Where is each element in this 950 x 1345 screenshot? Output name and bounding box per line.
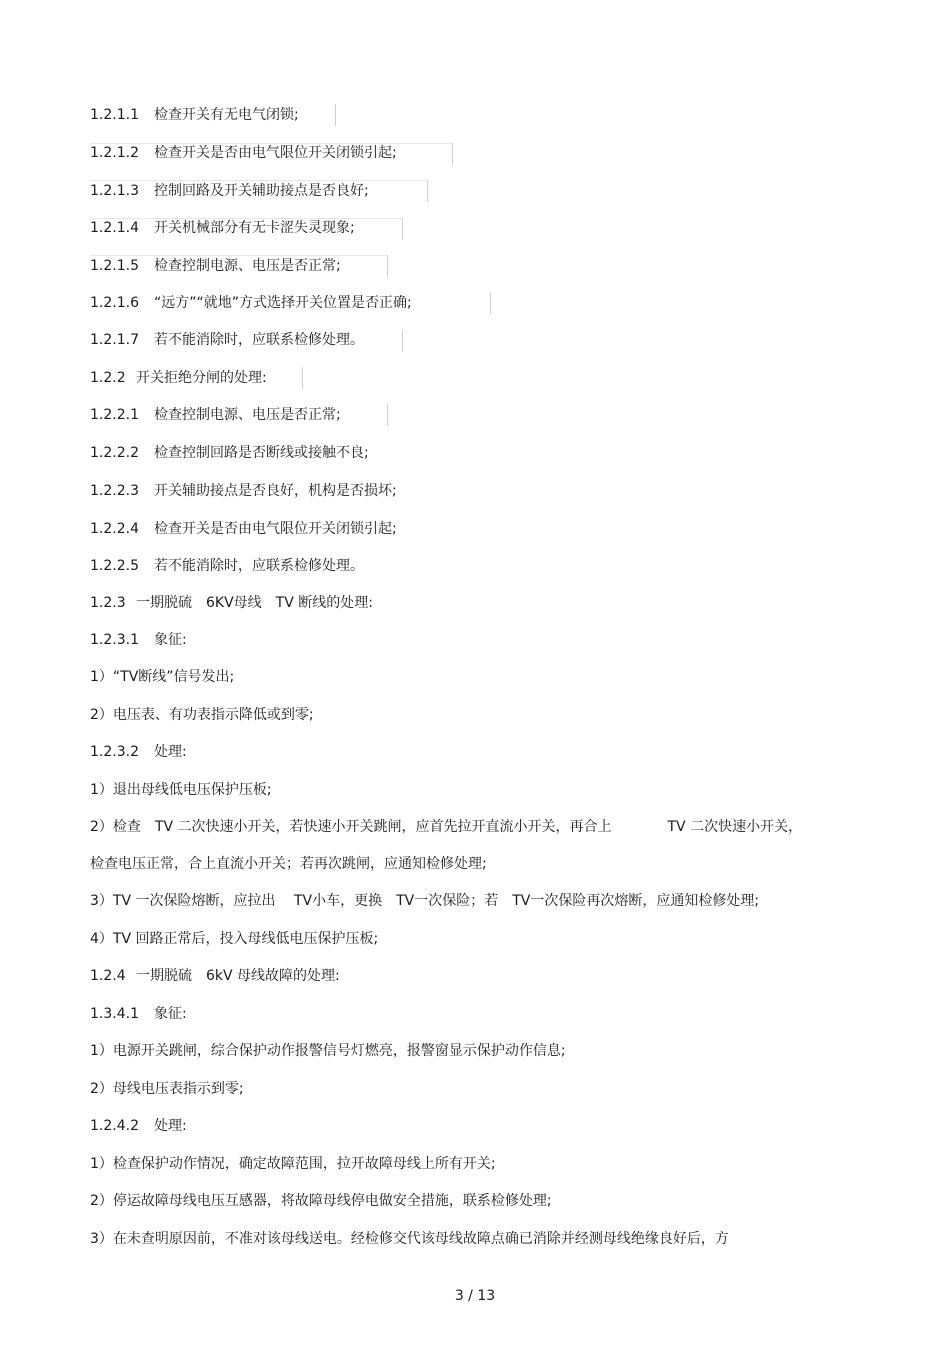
line-text: 开关辅助接点是否良好，机构是否损坏; xyxy=(154,483,397,499)
line-text: 2）母线电压表指示到零; xyxy=(90,1081,244,1097)
line-text: 4）TV 回路正常后，投入母线低电压保护压板; xyxy=(90,931,379,947)
line-text: 象征: xyxy=(154,632,187,648)
section-number: 1.2.2.1 xyxy=(90,407,139,423)
table-rule xyxy=(402,330,403,352)
text-line xyxy=(90,368,267,388)
section-number: 1.3.4.1 xyxy=(90,1006,139,1022)
table-rule xyxy=(335,104,336,126)
line-text: 一期脱硫 6KV母线 TV 断线的处理: xyxy=(136,595,373,611)
text-line xyxy=(90,1004,187,1024)
section-number: 1.2.3.2 xyxy=(90,744,139,760)
section-number: 1.2.1.4 xyxy=(90,220,139,236)
line-text: 检查开关是否由电气限位开关闭锁引起; xyxy=(154,521,397,537)
line-text: 1）退出母线低电压保护压板; xyxy=(90,782,272,798)
line-text: 处理: xyxy=(154,744,187,760)
section-number: 1.2.2 xyxy=(90,370,126,386)
text-line xyxy=(90,256,341,276)
section-number: 1.2.4.2 xyxy=(90,1118,139,1134)
line-text: 2）检查 TV 二次快速小开关，若快速小开关跳闸，应首先拉开直流小开关，再合上 TV 二次快速小开关， xyxy=(90,819,803,835)
line-text: 检查控制电源、电压是否正常; xyxy=(154,258,341,274)
section-number: 1.2.3 xyxy=(90,595,126,611)
table-rule xyxy=(452,143,453,165)
section-number: 1.2.1.1 xyxy=(90,107,139,123)
section-number: 1.2.2.4 xyxy=(90,521,139,537)
table-rule xyxy=(302,367,303,389)
text-line xyxy=(90,966,340,986)
line-text: 2）停运故障母线电压互感器，将故障母线停电做安全措施，联系检修处理; xyxy=(90,1193,552,1209)
text-line xyxy=(90,1191,552,1211)
line-text: 控制回路及开关辅助接点是否良好; xyxy=(154,183,369,199)
section-number: 1.2.2.3 xyxy=(90,483,139,499)
section-number: 1.2.1.2 xyxy=(90,145,139,161)
text-line xyxy=(90,330,364,350)
text-line xyxy=(90,105,299,125)
table-rule xyxy=(387,255,388,277)
text-line xyxy=(90,556,364,576)
table-rule xyxy=(387,404,388,426)
text-line xyxy=(90,630,187,650)
text-line xyxy=(90,929,378,949)
line-text: 1）“TV断线”信号发出; xyxy=(90,669,235,685)
text-line xyxy=(90,181,369,201)
line-text: 一期脱硫 6kV 母线故障的处理: xyxy=(136,968,340,984)
line-text: 开关机械部分有无卡涩失灵现象; xyxy=(154,220,355,236)
text-line xyxy=(90,1154,496,1174)
line-text: 1）检查保护动作情况，确定故障范围，拉开故障母线上所有开关; xyxy=(90,1156,496,1172)
line-text: 处理: xyxy=(154,1118,187,1134)
section-number: 1.2.1.7 xyxy=(90,332,139,348)
line-text: 3）在未查明原因前，不准对该母线送电。经检修交代该母线故障点确已消除并经测母线绝缘良好后，方 xyxy=(90,1231,729,1247)
text-line xyxy=(90,443,369,463)
text-line xyxy=(90,519,397,539)
line-text: 检查电压正常，合上直流小开关；若再次跳闸，应通知检修处理; xyxy=(90,856,487,872)
text-line xyxy=(90,667,234,687)
section-number: 1.2.2.2 xyxy=(90,445,139,461)
text-line xyxy=(90,593,373,613)
line-text: 检查控制回路是否断线或接触不良; xyxy=(154,445,369,461)
page-number: 3 / 13 xyxy=(454,1288,496,1304)
line-text: 检查开关有无电气闭锁; xyxy=(154,107,299,123)
line-text: “远方”“就地”方式选择开关位置是否正确; xyxy=(154,295,412,311)
text-line xyxy=(90,293,412,313)
text-line xyxy=(90,705,314,725)
section-number: 1.2.1.6 xyxy=(90,295,139,311)
text-line xyxy=(90,1229,729,1249)
section-number: 1.2.2.5 xyxy=(90,558,139,574)
text-line xyxy=(90,1041,566,1061)
line-text: 检查控制电源、电压是否正常; xyxy=(154,407,341,423)
line-text: 1）电源开关跳闸，综合保护动作报警信号灯燃亮，报警窗显示保护动作信息; xyxy=(90,1043,566,1059)
text-line xyxy=(90,218,355,238)
text-line xyxy=(90,405,341,425)
text-line xyxy=(90,1116,187,1136)
text-line xyxy=(90,817,802,837)
text-line xyxy=(90,854,487,874)
text-line xyxy=(90,143,397,163)
line-text: 若不能消除时，应联系检修处理。 xyxy=(154,558,364,574)
text-line xyxy=(90,1079,244,1099)
line-text: 检查开关是否由电气限位开关闭锁引起; xyxy=(154,145,397,161)
line-text: 2）电压表、有功表指示降低或到零; xyxy=(90,707,314,723)
section-number: 1.2.4 xyxy=(90,968,126,984)
section-number: 1.2.1.3 xyxy=(90,183,139,199)
section-number: 1.2.3.1 xyxy=(90,632,139,648)
line-text: 若不能消除时，应联系检修处理。 xyxy=(154,332,364,348)
line-text: 开关拒绝分闸的处理: xyxy=(136,370,267,386)
section-number: 1.2.1.5 xyxy=(90,258,139,274)
table-rule xyxy=(427,180,428,202)
text-line xyxy=(90,481,397,501)
text-line xyxy=(90,780,272,800)
text-line xyxy=(90,742,187,762)
table-rule xyxy=(490,292,491,314)
line-text: 象征: xyxy=(154,1006,187,1022)
text-line xyxy=(90,891,759,911)
line-text: 3）TV 一次保险熔断，应拉出 TV小车，更换 TV一次保险；若 TV一次保险再次熔断，应通知检修处理; xyxy=(90,893,760,909)
table-rule xyxy=(402,218,403,240)
